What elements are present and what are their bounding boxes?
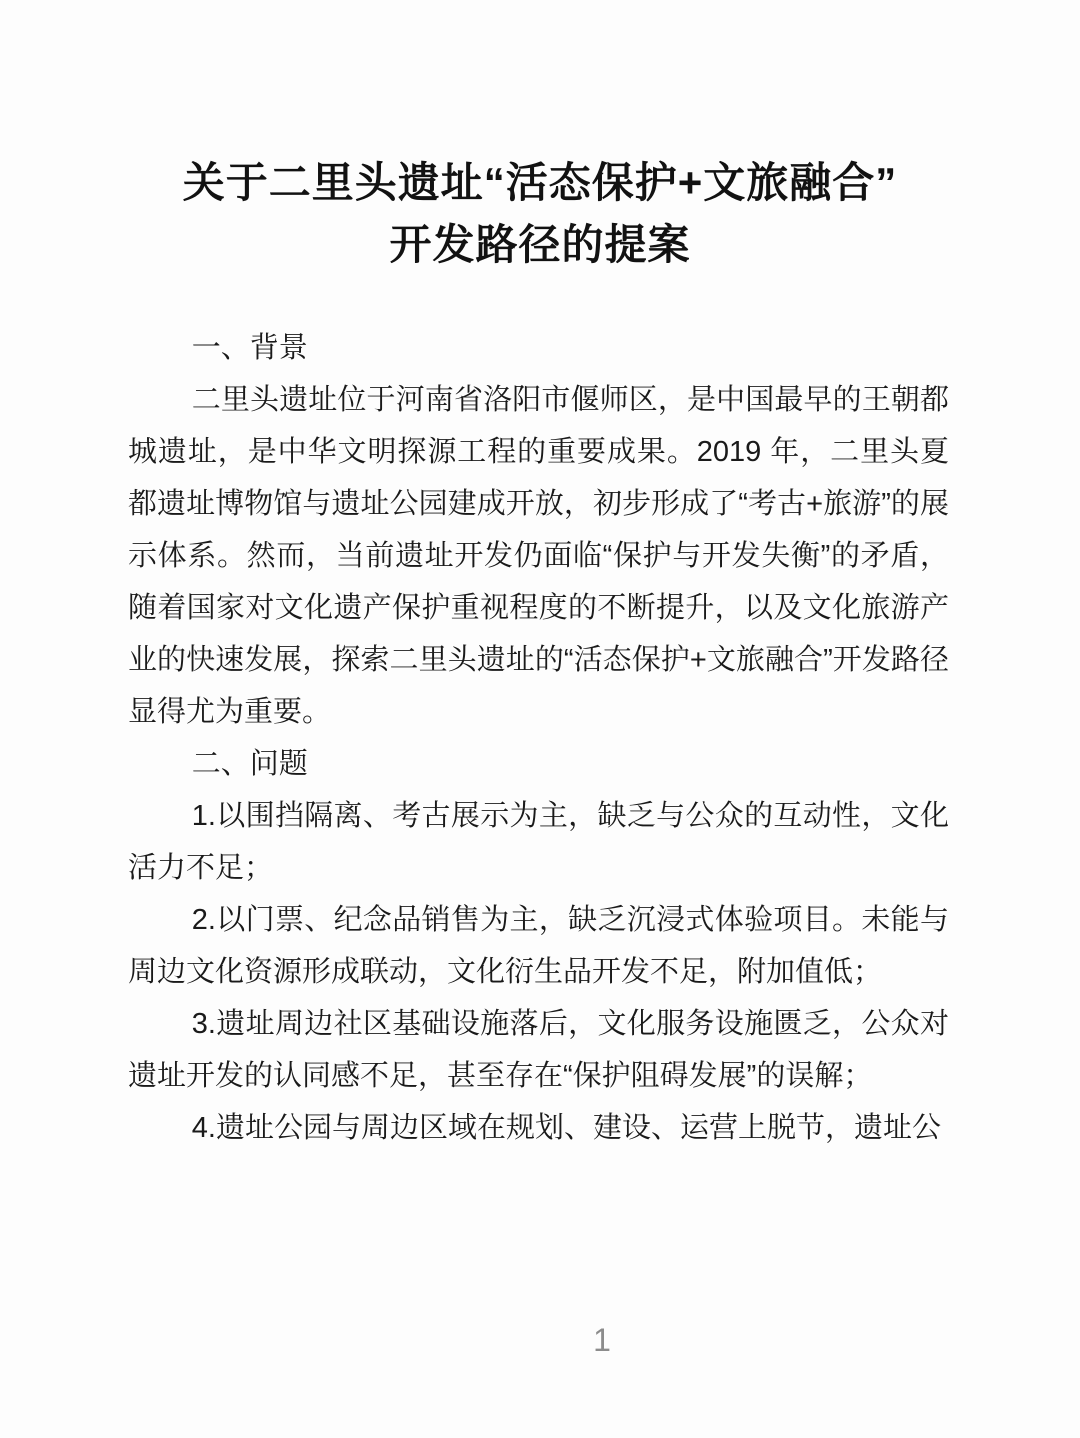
paragraph-problem-3: 3.遗址周边社区基础设施落后，文化服务设施匮乏，公众对遗址开发的认同感不足，甚至存在“保护阻碍发展”的误解； bbox=[128, 1008, 949, 1092]
page-number: 1 bbox=[593, 1322, 611, 1358]
paragraph-background: 二里头遗址位于河南省洛阳市偃师区，是中国最早的王朝都城遗址，是中华文明探源工程的重要成果。2019 年，二里头夏都遗址博物馆与遗址公园建成开放，初步形成了“考古+旅游”的展示体系。然而，当前遗址开发仍面临“保护与开发失衡”的矛盾，随着国家对文化遗产保护重视程度的不断提升，以及文化旅游产业的快速发展，探索二里头遗址的“活态保护+文旅融合”开发路径显得尤为重要。 bbox=[128, 384, 949, 728]
document-title-line-1: 关于二里头遗址“活态保护+文旅融合” bbox=[182, 159, 898, 206]
document-body bbox=[128, 322, 949, 1154]
section-heading-problems: 二、问题 bbox=[191, 748, 308, 780]
document-title-line-2: 开发路径的提案 bbox=[389, 221, 691, 268]
paragraph-problem-1: 1.以围挡隔离、考古展示为主，缺乏与公众的互动性，文化活力不足； bbox=[128, 800, 949, 884]
section-heading-background: 一、背景 bbox=[191, 332, 308, 364]
paragraph-problem-4: 4.遗址公园与周边区域在规划、建设、运营上脱节，遗址公 bbox=[191, 1112, 941, 1144]
document-title bbox=[0, 0, 1080, 276]
paragraph-problem-2: 2.以门票、纪念品销售为主，缺乏沉浸式体验项目。未能与周边文化资源形成联动，文化衍生品开发不足，附加值低； bbox=[128, 904, 949, 988]
